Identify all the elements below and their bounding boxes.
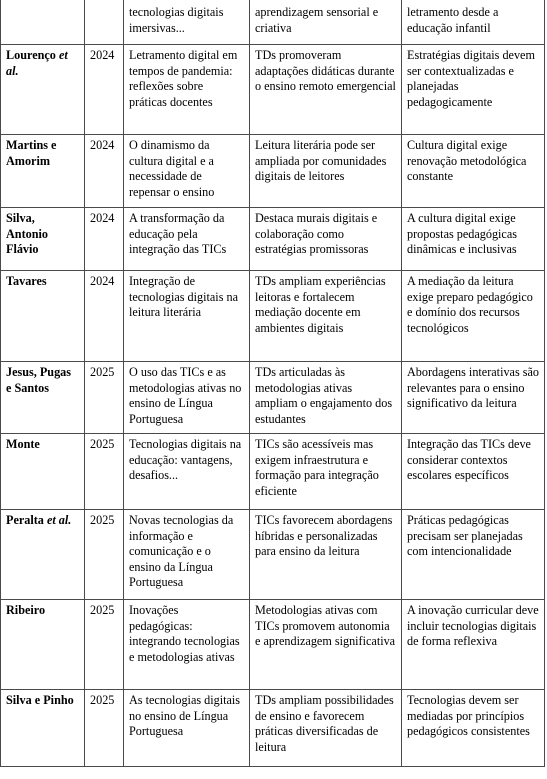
table-row xyxy=(1,690,545,767)
author-cell xyxy=(1,0,85,45)
year-cell xyxy=(85,0,124,45)
year-cell: 2025 xyxy=(85,510,124,600)
title-cell: O uso das TICs e as metodologias ativas no ensino de Língua Portuguesa xyxy=(124,362,250,434)
author-suffix: et al. xyxy=(6,48,68,78)
title-cell: Integração de tecnologias digitais na leitura literária xyxy=(124,271,250,362)
author-suffix: et al. xyxy=(46,513,72,527)
result-cell: TDs ampliam experiências leitoras e fortalecem mediação docente em ambientes digitais xyxy=(250,271,402,362)
result-cell: aprendizagem sensorial e criativa xyxy=(250,0,402,45)
table-row xyxy=(1,45,545,135)
table-row xyxy=(1,271,545,362)
author-cell: Martins e Amorim xyxy=(1,135,85,208)
conclusion-cell: Cultura digital exige renovação metodológica constante xyxy=(402,135,545,208)
result-cell: TICs favorecem abordagens híbridas e personalizadas para ensino da leitura xyxy=(250,510,402,600)
result-cell: TICs são acessíveis mas exigem infraestrutura e formação para integração eficiente xyxy=(250,434,402,510)
author-cell xyxy=(1,45,85,135)
title-cell: Tecnologias digitais na educação: vantagens, desafios... xyxy=(124,434,250,510)
result-cell: Metodologias ativas com TICs promovem autonomia e aprendizagem significativa xyxy=(250,600,402,690)
author-cell: Silva, Antonio Flávio xyxy=(1,208,85,271)
title-cell: Inovações pedagógicas: integrando tecnologias e metodologias ativas xyxy=(124,600,250,690)
year-cell: 2024 xyxy=(85,208,124,271)
table-row xyxy=(1,362,545,434)
result-cell: TDs ampliam possibilidades de ensino e favorecem práticas diversificadas de leitura xyxy=(250,690,402,767)
author-cell: Ribeiro xyxy=(1,600,85,690)
conclusion-cell: Estratégias digitais devem ser contextualizadas e planejadas pedagogicamente xyxy=(402,45,545,135)
result-cell: Leitura literária pode ser ampliada por comunidades digitais de leitores xyxy=(250,135,402,208)
conclusion-cell: A mediação da leitura exige preparo pedagógico e domínio dos recursos tecnológicos xyxy=(402,271,545,362)
table-row xyxy=(1,434,545,510)
author-cell: Silva e Pinho xyxy=(1,690,85,767)
conclusion-cell: Abordagens interativas são relevantes para o ensino significativo da leitura xyxy=(402,362,545,434)
year-cell: 2024 xyxy=(85,45,124,135)
conclusion-cell: Tecnologias devem ser mediadas por princípios pedagógicos consistentes xyxy=(402,690,545,767)
title-cell: O dinamismo da cultura digital e a necessidade de repensar o ensino xyxy=(124,135,250,208)
table-row xyxy=(1,0,545,45)
result-cell: Destaca murais digitais e colaboração como estratégias promissoras xyxy=(250,208,402,271)
conclusion-cell: Integração das TICs deve considerar contextos escolares específicos xyxy=(402,434,545,510)
year-cell: 2024 xyxy=(85,271,124,362)
result-cell: TDs articuladas às metodologias ativas ampliam o engajamento dos estudantes xyxy=(250,362,402,434)
title-cell: Novas tecnologias da informação e comunicação e o ensino da Língua Portuguesa xyxy=(124,510,250,600)
title-cell: A transformação da educação pela integração das TICs xyxy=(124,208,250,271)
year-cell: 2025 xyxy=(85,362,124,434)
year-cell: 2025 xyxy=(85,600,124,690)
table-row xyxy=(1,135,545,208)
year-cell: 2025 xyxy=(85,690,124,767)
year-cell: 2025 xyxy=(85,434,124,510)
author-cell: Monte xyxy=(1,434,85,510)
author-name: Lourenço xyxy=(6,48,56,62)
conclusion-cell: A inovação curricular deve incluir tecnologias digitais de forma reflexiva xyxy=(402,600,545,690)
author-cell xyxy=(1,510,85,600)
table-row xyxy=(1,510,545,600)
year-cell: 2024 xyxy=(85,135,124,208)
table-row xyxy=(1,208,545,271)
title-cell: Letramento digital em tempos de pandemia: reflexões sobre práticas docentes xyxy=(124,45,250,135)
conclusion-cell: Práticas pedagógicas precisam ser planejadas com intencionalidade xyxy=(402,510,545,600)
author-name: Peralta xyxy=(6,513,44,527)
author-cell: Jesus, Pugas e Santos xyxy=(1,362,85,434)
author-cell: Tavares xyxy=(1,271,85,362)
conclusion-cell: letramento desde a educação infantil xyxy=(402,0,545,45)
conclusion-cell: A cultura digital exige propostas pedagógicas dinâmicas e inclusivas xyxy=(402,208,545,271)
title-cell: As tecnologias digitais no ensino de Língua Portuguesa xyxy=(124,690,250,767)
title-cell: tecnologias digitais imersivas... xyxy=(124,0,250,45)
table-row xyxy=(1,600,545,690)
result-cell: TDs promoveram adaptações didáticas durante o ensino remoto emergencial xyxy=(250,45,402,135)
